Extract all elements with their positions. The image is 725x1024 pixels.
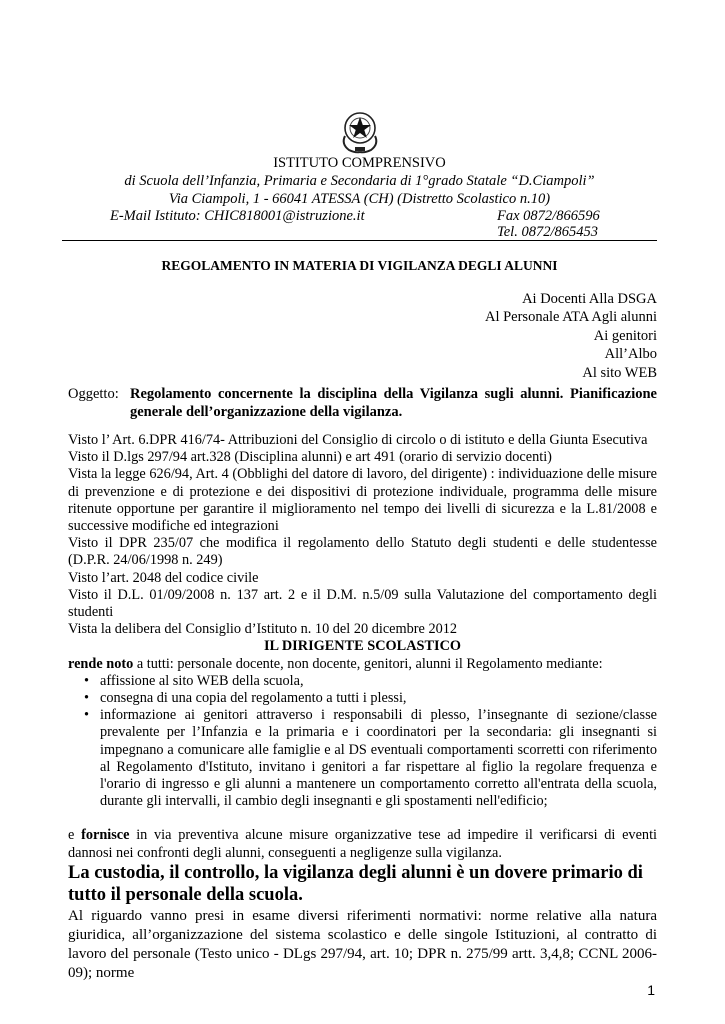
visto-line: Visto il DPR 235/07 che modifica il regolamento dello Statuto degli studenti e delle studentesse (D.P.R. 24/06/1998 n. 249) (68, 535, 657, 569)
subject-label: Oggetto: (68, 386, 119, 402)
recipient-line: Ai genitori (593, 327, 657, 344)
page-number: 1 (647, 982, 655, 998)
recipient-line: All’Albo (604, 346, 657, 363)
visto-line: Visto il D.lgs 297/94 art.328 (Disciplina alunni) e art 491 (orario di servizio docenti) (68, 449, 552, 466)
recipient-line: Al Personale ATA Agli alunni (484, 309, 657, 326)
recipient-line: Ai Docenti Alla DSGA (522, 291, 657, 307)
institute-tel: Tel. 0872/865453 (497, 224, 598, 240)
subject-block (68, 385, 657, 421)
institute-address: Via Ciampoli, 1 - 66041 ATESSA (CH) (Distretto Scolastico n.10) (168, 191, 551, 207)
institute-fax: Fax 0872/866596 (497, 208, 600, 224)
italian-republic-emblem-icon (335, 106, 385, 156)
fornisce-paragraph (68, 827, 657, 861)
visto-line: Visto l’art. 2048 del codice civile (68, 569, 259, 586)
rende-noto-bold: rende noto (68, 655, 134, 672)
institute-schools: di Scuola dell’Infanzia, Primaria e Secondaria di 1°grado Statale “D.Ciampoli” (124, 173, 595, 189)
list-item: • consegna di una copia del regolamento a tutti i plessi, (100, 690, 657, 707)
rende-noto-text: a tutti: personale docente, non docente, genitori, alunni il Regolamento mediante: (133, 655, 603, 672)
visto-line: Vista la delibera del Consiglio d’Istituto n. 10 del 20 dicembre 2012 (68, 621, 458, 638)
fornisce-text: in via preventiva alcune misure organizzative tese ad impedire il verificarsi di eventi dannosi nei confronti degli alunni, conseguenti a negligenze sulla vigilanza. (68, 827, 658, 861)
visto-line: Visto l’ Art. 6.DPR 416/74- Attribuzioni del Consiglio di circolo o di istituto e della Giunta Esecutiva (68, 432, 648, 448)
regulatory-paragraph: Al riguardo vanno presi in esame diversi riferimenti normativi: norme relative alla natura giuridica, all’organizzazione del sistema scolastico e delle singole Istituzioni, al contratto di lavoro del personale (Testo unico - DLgs 297/94, art. 10; DPR n. 275/99 artt. 3,4,8; CCNL 2006-09); norme (68, 907, 657, 981)
fornisce-prefix: e (68, 827, 82, 844)
subject-text: Regolamento concernente la disciplina della Vigilanza sugli alunni. Pianificazione generale dell’organizzazione della vigilanza. (130, 386, 657, 420)
dirigente-heading: IL DIRIGENTE SCOLASTICO (263, 638, 462, 655)
visto-line: Visto il D.L. 01/09/2008 n. 137 art. 2 e il D.M. n.5/09 sulla Valutazione del comportamento degli studenti (68, 586, 657, 621)
fornisce-bold: fornisce (81, 827, 130, 844)
institute-name: ISTITUTO COMPRENSIVO (273, 155, 446, 171)
recipient-line: Al sito WEB (582, 364, 657, 381)
recipients-block (485, 290, 657, 382)
header-divider (62, 240, 657, 241)
document-body (68, 432, 657, 983)
custody-heading: La custodia, il controllo, la vigilanza degli alunni è un dovere primario di tutto il personale della scuola. (68, 862, 643, 906)
institute-email: E-Mail Istituto: CHIC818001@istruzione.it (110, 208, 365, 224)
list-item: • informazione ai genitori attraverso i responsabili di plesso, l’insegnante di sezione/classe prevalente per l’Infanzia e la primaria e i coordinatori per la secondaria: gli insegnanti si impegnano a comunicare alle famiglie e al DS eventuali comportamenti scorretti con riferimento al Regolamento d'Istituto, invitano i genitori a far rispettare al figlio la regolare frequenza e l'orario di ingresso e gli alunni a mantenere un comportamento corretto all'entrata della scuola, durante gli intervalli, il cambio degli insegnanti e gli spostamenti nell'edificio; (100, 707, 657, 810)
document-title: REGOLAMENTO IN MATERIA DI VIGILANZA DEGLI ALUNNI (161, 258, 558, 273)
rende-noto-line (68, 656, 657, 673)
bullet-list (68, 673, 657, 811)
list-item: • affissione al sito WEB della scuola, (100, 673, 657, 690)
visto-line: Vista la legge 626/94, Art. 4 (Obblighi del datore di lavoro, del dirigente) : individuazione delle misure di prevenzione e di protezione e dei dispositivi di protezione individuale, programma delle misure ritenute opportune per garantire il miglioramento nel tempo dei livelli di sicurezza e la L.81/2008 e successive modifiche ed integrazioni (68, 466, 657, 535)
